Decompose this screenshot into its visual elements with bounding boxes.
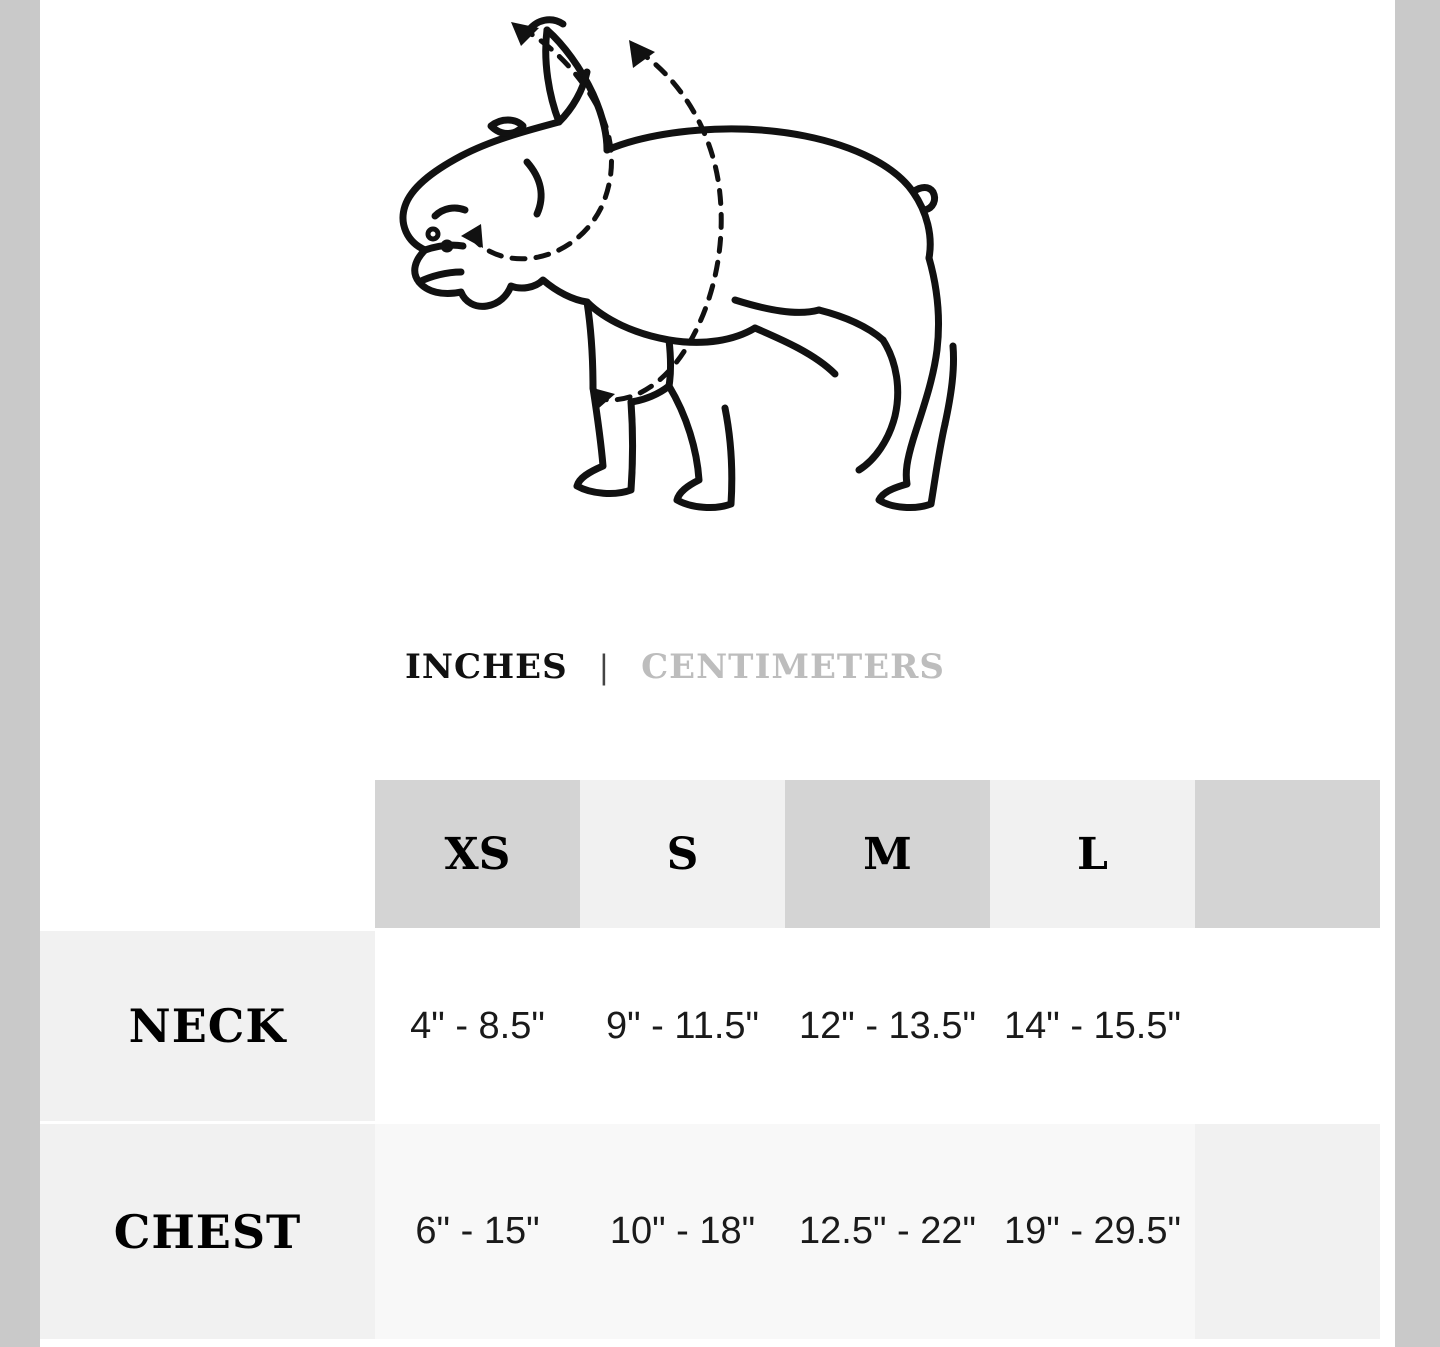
- arrow-heads: [461, 22, 655, 408]
- unit-toggle[interactable]: [40, 645, 1310, 687]
- dog-illustration: [40, 0, 1395, 600]
- table-row-chest: [40, 1123, 1380, 1340]
- cell-chest-xs: 6" - 15": [375, 1123, 580, 1340]
- cell-chest-pad: [1195, 1123, 1380, 1340]
- row-label-neck: NECK: [40, 930, 375, 1123]
- table-row-neck: [40, 930, 1380, 1123]
- column-header-pad: [1195, 780, 1380, 930]
- cell-chest-s: 10" - 18": [580, 1123, 785, 1340]
- column-header-xs: XS: [375, 780, 580, 930]
- unit-inches[interactable]: INCHES: [405, 647, 568, 687]
- cell-neck-m: 12" - 13.5": [785, 930, 990, 1123]
- cell-neck-s: 9" - 11.5": [580, 930, 785, 1123]
- row-label-chest: CHEST: [40, 1123, 375, 1340]
- cell-chest-m: 12.5" - 22": [785, 1123, 990, 1340]
- size-table: [40, 780, 1380, 1339]
- cell-neck-l: 14" - 15.5": [990, 930, 1195, 1123]
- column-header-m: M: [785, 780, 990, 930]
- column-header-s: S: [580, 780, 785, 930]
- cell-neck-xs: 4" - 8.5": [375, 930, 580, 1123]
- size-chart-page: [40, 0, 1395, 1347]
- unit-centimeters[interactable]: CENTIMETERS: [641, 647, 945, 687]
- column-header-l: L: [990, 780, 1195, 930]
- unit-separator: |: [598, 648, 611, 686]
- french-bulldog-outline-icon: [315, 10, 1095, 570]
- cell-chest-l: 19" - 29.5": [990, 1123, 1195, 1340]
- table-header-row: [40, 780, 1380, 930]
- cell-neck-pad: [1195, 930, 1380, 1123]
- size-table-container: [40, 780, 1395, 1339]
- table-corner-cell: [40, 780, 375, 930]
